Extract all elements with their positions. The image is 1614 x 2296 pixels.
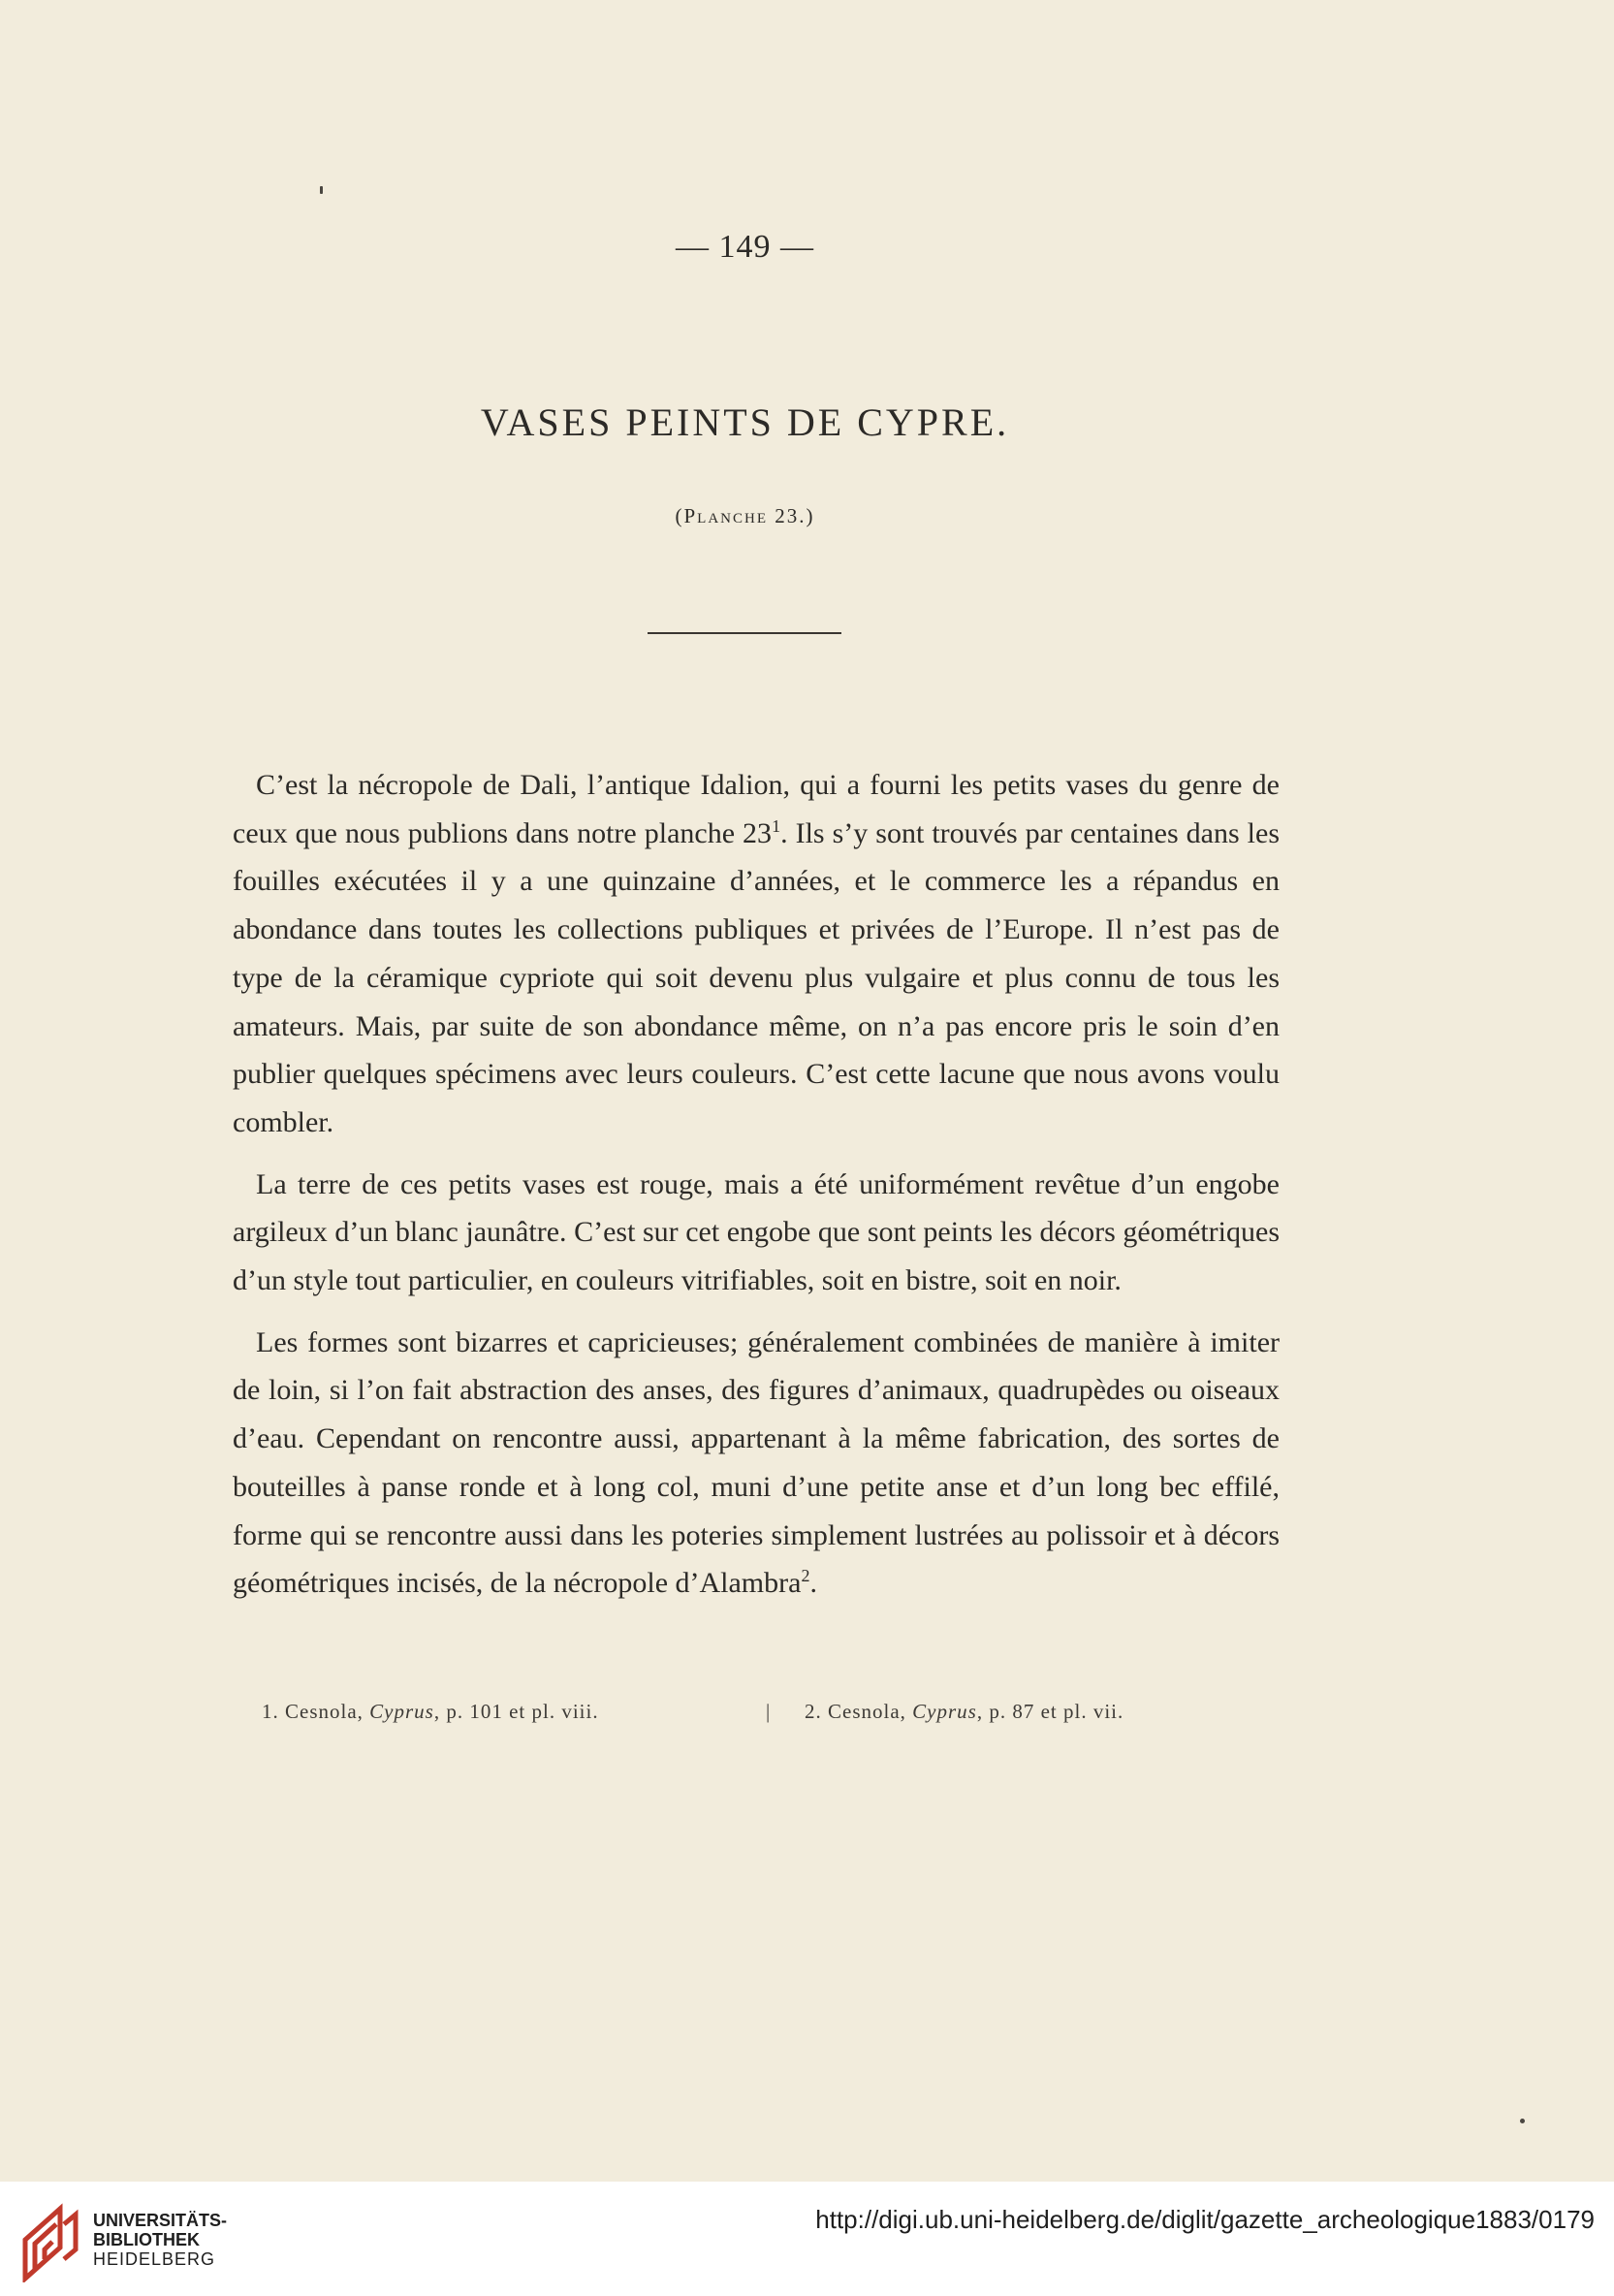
paragraph-1 (233, 761, 1280, 1147)
footnote-ref-1: 1 (772, 815, 781, 836)
library-name-line-2: BIBLIOTHEK (93, 2230, 200, 2249)
footnote-1-number: 1. (262, 1700, 279, 1723)
footnote-1-author: Cesnola, (285, 1700, 364, 1723)
footnote-1-work: Cyprus (369, 1700, 434, 1723)
paragraph-2: La terre de ces petits vases est rouge, mais a été uniformément revêtue d’un engobe argileux d’un blanc jaunâtre. C’est sur cet engobe que sont peints les décors géométriques d’un style tout particulier, en couleurs vitrifiables, soit en bistre, soit en noir. (233, 1167, 1280, 1297)
footnote-separator: | (766, 1700, 772, 1723)
footnote-1-ref: , p. 101 et pl. viii. (433, 1700, 599, 1723)
title-divider (648, 632, 841, 634)
plate-reference: (Planche 23.) (675, 504, 815, 527)
viewer-footer (0, 2182, 1614, 2296)
paragraph-3-text: Les formes sont bizarres et capricieuses; généralement combinées de manière à imiter de loin, si l’on fait abstraction des anses, des figures d’animaux, quadrupèdes ou oiseaux d’eau. Cependant on rencontre aussi, appartenant à la même fabrication, des sortes de bouteilles à panse ronde et à long col, muni d’une petite anse et d’un long bec effilé, forme qui se rencontre aussi dans les poteries simplement lustrées au polissoir et à décors géométriques incisés, de la nécropole d’Alambra (233, 1325, 1280, 1600)
library-name (93, 2211, 227, 2269)
footnote-2 (805, 1700, 1123, 1724)
article-body (233, 761, 1280, 1608)
library-logo-icon (21, 2201, 79, 2282)
footnote-2-work: Cyprus (912, 1700, 977, 1723)
footnote-2-ref: , p. 87 et pl. vii. (976, 1700, 1124, 1723)
permalink-url[interactable]: http://digi.ub.uni-heidelberg.de/diglit/gazette_archeologique1883/0179 (815, 2205, 1595, 2234)
paper-speck (320, 186, 323, 194)
page-number: — 149 — (676, 229, 814, 265)
library-name-line-3: HEIDELBERG (93, 2249, 216, 2269)
library-name-line-1: UNIVERSITÄTS- (93, 2211, 228, 2230)
footnote-2-number: 2. (805, 1700, 822, 1723)
paragraph-1-text: C’est la nécropole de Dali, l’antique Idalion, qui a fourni les petits vases du genre de ceux que nous publions dans notre planche 23 (233, 769, 1280, 849)
paper-speck (1520, 2119, 1525, 2123)
footnote-2-author: Cesnola, (828, 1700, 906, 1723)
footnote-1 (262, 1700, 599, 1724)
article-title: VASES PEINTS DE CYPRE. (480, 400, 1010, 444)
paragraph-3 (233, 1319, 1280, 1608)
footnote-ref-2: 2 (801, 1566, 810, 1586)
paragraph-3-text-end: . (809, 1567, 817, 1600)
paragraph-1-text-cont: . Ils s’y sont trouvés par centaines dans les fouilles exécutées il y a une quinzaine d’années, et le commerce les a répandus en abondance dans toutes les collections publiques et privées de l’Europe. Il n’est pas de type de la céramique cypriote qui soit devenu plus vulgaire et plus connu de tous les amateurs. Mais, par suite de son abondance même, on n’a pas encore pris le soin d’en publier quelques spécimens avec leurs couleurs. C’est cette lacune que nous avons voulu combler. (233, 816, 1280, 1138)
